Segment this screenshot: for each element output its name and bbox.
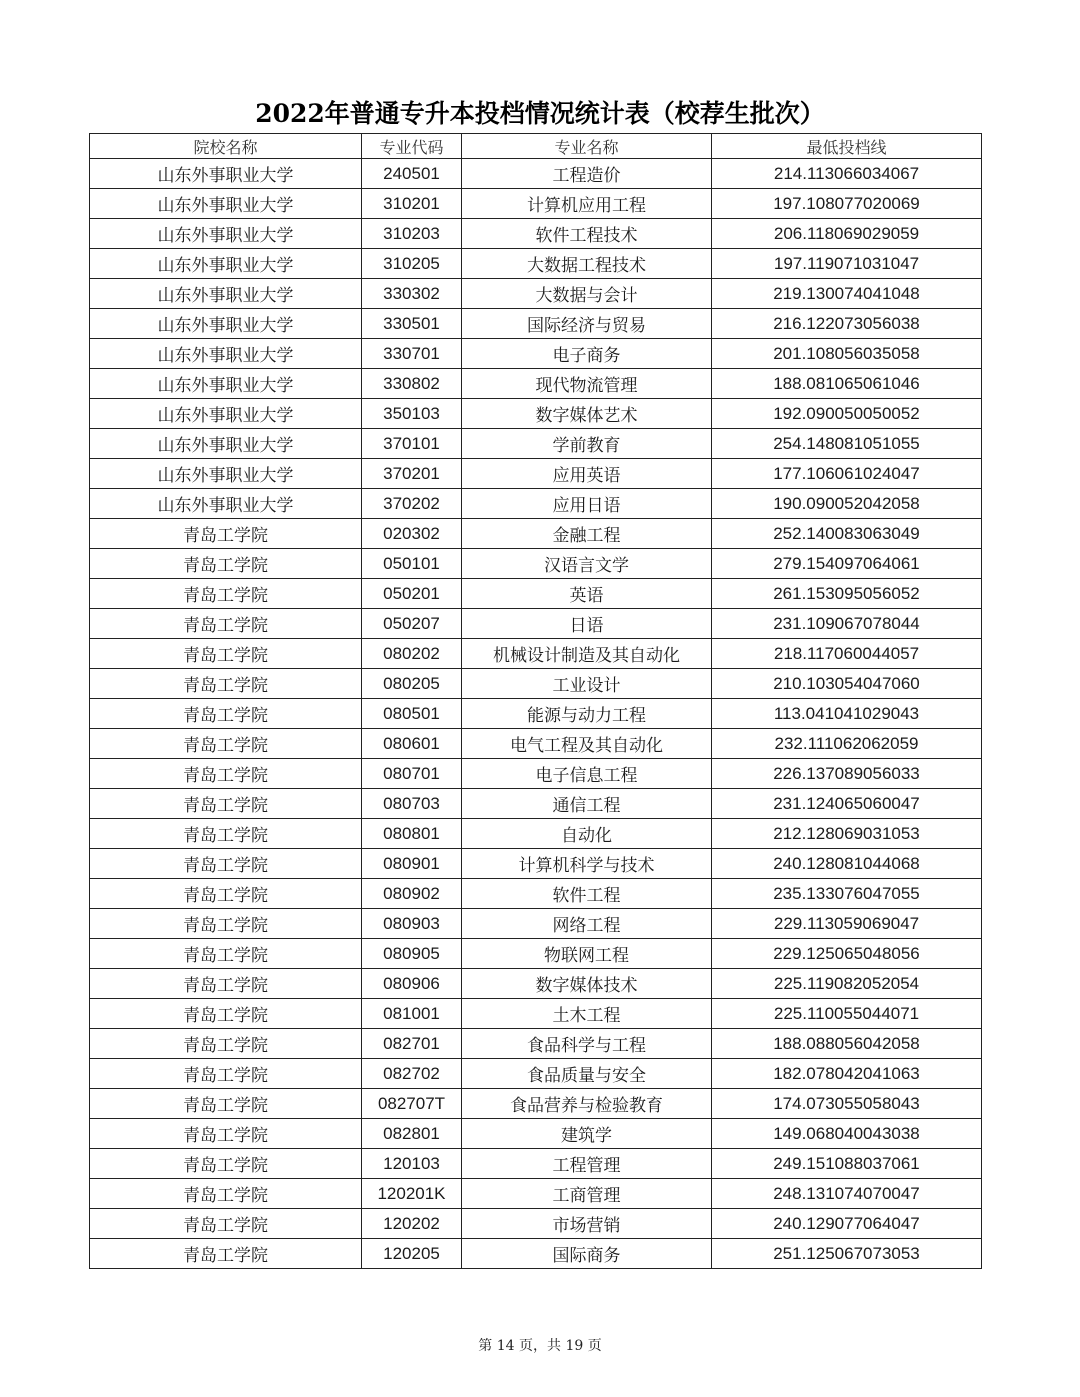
table-header-row — [90, 134, 982, 159]
cell-min-score: 201.108056035058 — [712, 339, 982, 369]
cell-major-name: 国际商务 — [462, 1239, 712, 1269]
cell-major-code: 050201 — [362, 579, 462, 609]
cell-major-code: 080906 — [362, 969, 462, 999]
cell-major-name: 工业设计 — [462, 669, 712, 699]
cell-min-score: 231.109067078044 — [712, 609, 982, 639]
cell-major-code: 082707T — [362, 1089, 462, 1119]
cell-min-score: 188.081065061046 — [712, 369, 982, 399]
cell-min-score: 197.119071031047 — [712, 249, 982, 279]
cell-major-code: 370101 — [362, 429, 462, 459]
cell-school: 山东外事职业大学 — [90, 369, 362, 399]
header-school: 院校名称 — [90, 134, 362, 159]
cell-major-name: 金融工程 — [462, 519, 712, 549]
cell-major-name: 数字媒体艺术 — [462, 399, 712, 429]
cell-min-score: 149.068040043038 — [712, 1119, 982, 1149]
cell-min-score: 174.073055058043 — [712, 1089, 982, 1119]
cell-major-code: 082702 — [362, 1059, 462, 1089]
score-table — [89, 133, 982, 1269]
page-title: 2022年普通专升本投档情况统计表（校荐生批次） — [255, 99, 825, 128]
cell-school: 青岛工学院 — [90, 1149, 362, 1179]
table-row — [90, 279, 982, 309]
cell-major-name: 工程管理 — [462, 1149, 712, 1179]
cell-school: 青岛工学院 — [90, 1059, 362, 1089]
cell-major-name: 机械设计制造及其自动化 — [462, 639, 712, 669]
cell-min-score: 248.131074070047 — [712, 1179, 982, 1209]
cell-major-name: 食品营养与检验教育 — [462, 1089, 712, 1119]
table-row — [90, 699, 982, 729]
cell-major-name: 大数据与会计 — [462, 279, 712, 309]
cell-min-score: 249.151088037061 — [712, 1149, 982, 1179]
cell-school: 青岛工学院 — [90, 819, 362, 849]
cell-school: 青岛工学院 — [90, 1209, 362, 1239]
table-row — [90, 1059, 982, 1089]
table-row — [90, 1239, 982, 1269]
cell-major-code: 120103 — [362, 1149, 462, 1179]
cell-major-code: 330802 — [362, 369, 462, 399]
cell-major-code: 330501 — [362, 309, 462, 339]
table-row — [90, 819, 982, 849]
cell-min-score: 232.111062062059 — [712, 729, 982, 759]
table-row — [90, 1029, 982, 1059]
cell-school: 青岛工学院 — [90, 789, 362, 819]
cell-min-score: 231.124065060047 — [712, 789, 982, 819]
cell-min-score: 240.128081044068 — [712, 849, 982, 879]
cell-school: 青岛工学院 — [90, 519, 362, 549]
table-row — [90, 999, 982, 1029]
cell-major-name: 食品科学与工程 — [462, 1029, 712, 1059]
cell-min-score: 252.140083063049 — [712, 519, 982, 549]
cell-major-name: 自动化 — [462, 819, 712, 849]
cell-major-code: 080905 — [362, 939, 462, 969]
cell-major-name: 大数据工程技术 — [462, 249, 712, 279]
cell-min-score: 279.154097064061 — [712, 549, 982, 579]
cell-major-code: 080703 — [362, 789, 462, 819]
cell-major-name: 日语 — [462, 609, 712, 639]
cell-school: 山东外事职业大学 — [90, 429, 362, 459]
table-row — [90, 189, 982, 219]
cell-school: 山东外事职业大学 — [90, 459, 362, 489]
table-row — [90, 729, 982, 759]
cell-major-name: 食品质量与安全 — [462, 1059, 712, 1089]
cell-min-score: 240.129077064047 — [712, 1209, 982, 1239]
table-row — [90, 489, 982, 519]
table-row — [90, 939, 982, 969]
cell-major-code: 120201K — [362, 1179, 462, 1209]
table-row — [90, 909, 982, 939]
cell-school: 山东外事职业大学 — [90, 489, 362, 519]
table-row — [90, 519, 982, 549]
cell-school: 山东外事职业大学 — [90, 339, 362, 369]
cell-major-code: 050101 — [362, 549, 462, 579]
cell-min-score: 251.125067073053 — [712, 1239, 982, 1269]
page-footer: 第 14 页，共 19 页 — [478, 1338, 602, 1354]
cell-major-name: 软件工程 — [462, 879, 712, 909]
cell-major-name: 通信工程 — [462, 789, 712, 819]
cell-min-score: 197.108077020069 — [712, 189, 982, 219]
cell-major-name: 电子商务 — [462, 339, 712, 369]
cell-school: 山东外事职业大学 — [90, 279, 362, 309]
cell-major-name: 电子信息工程 — [462, 759, 712, 789]
table-row — [90, 459, 982, 489]
cell-major-code: 080205 — [362, 669, 462, 699]
cell-major-name: 能源与动力工程 — [462, 699, 712, 729]
cell-major-code: 080501 — [362, 699, 462, 729]
table-row — [90, 849, 982, 879]
cell-major-name: 计算机科学与技术 — [462, 849, 712, 879]
table-row — [90, 789, 982, 819]
cell-school: 山东外事职业大学 — [90, 189, 362, 219]
cell-min-score: 177.106061024047 — [712, 459, 982, 489]
table-row — [90, 339, 982, 369]
cell-min-score: 225.110055044071 — [712, 999, 982, 1029]
cell-major-name: 物联网工程 — [462, 939, 712, 969]
cell-major-code: 080901 — [362, 849, 462, 879]
cell-school: 青岛工学院 — [90, 1119, 362, 1149]
cell-major-code: 080202 — [362, 639, 462, 669]
cell-min-score: 226.137089056033 — [712, 759, 982, 789]
cell-major-code: 330701 — [362, 339, 462, 369]
cell-major-name: 数字媒体技术 — [462, 969, 712, 999]
table-row — [90, 639, 982, 669]
cell-major-code: 082801 — [362, 1119, 462, 1149]
cell-major-name: 应用英语 — [462, 459, 712, 489]
cell-min-score: 229.125065048056 — [712, 939, 982, 969]
cell-major-code: 240501 — [362, 159, 462, 189]
cell-min-score: 113.041041029043 — [712, 699, 982, 729]
cell-school: 山东外事职业大学 — [90, 219, 362, 249]
cell-school: 青岛工学院 — [90, 1239, 362, 1269]
table-row — [90, 879, 982, 909]
cell-major-code: 080902 — [362, 879, 462, 909]
cell-min-score: 216.122073056038 — [712, 309, 982, 339]
header-major-name: 专业名称 — [462, 134, 712, 159]
table-row — [90, 159, 982, 189]
cell-min-score: 229.113059069047 — [712, 909, 982, 939]
table-row — [90, 1149, 982, 1179]
cell-major-name: 应用日语 — [462, 489, 712, 519]
table-row — [90, 1179, 982, 1209]
cell-major-code: 370202 — [362, 489, 462, 519]
cell-min-score: 254.148081051055 — [712, 429, 982, 459]
cell-school: 青岛工学院 — [90, 1089, 362, 1119]
cell-school: 青岛工学院 — [90, 999, 362, 1029]
cell-major-name: 汉语言文学 — [462, 549, 712, 579]
cell-major-code: 330302 — [362, 279, 462, 309]
cell-school: 青岛工学院 — [90, 549, 362, 579]
table-row — [90, 609, 982, 639]
cell-school: 青岛工学院 — [90, 1029, 362, 1059]
cell-major-code: 050207 — [362, 609, 462, 639]
cell-school: 青岛工学院 — [90, 639, 362, 669]
cell-major-name: 国际经济与贸易 — [462, 309, 712, 339]
cell-major-name: 电气工程及其自动化 — [462, 729, 712, 759]
cell-min-score: 206.118069029059 — [712, 219, 982, 249]
cell-school: 青岛工学院 — [90, 699, 362, 729]
cell-school: 青岛工学院 — [90, 759, 362, 789]
cell-school: 青岛工学院 — [90, 1179, 362, 1209]
table-body — [90, 159, 982, 1269]
header-min-score: 最低投档线 — [712, 134, 982, 159]
cell-school: 山东外事职业大学 — [90, 399, 362, 429]
table-row — [90, 579, 982, 609]
cell-school: 青岛工学院 — [90, 609, 362, 639]
header-major-code: 专业代码 — [362, 134, 462, 159]
cell-major-code: 080701 — [362, 759, 462, 789]
cell-school: 青岛工学院 — [90, 879, 362, 909]
cell-major-name: 软件工程技术 — [462, 219, 712, 249]
cell-min-score: 182.078042041063 — [712, 1059, 982, 1089]
cell-min-score: 212.128069031053 — [712, 819, 982, 849]
cell-major-code: 081001 — [362, 999, 462, 1029]
cell-major-name: 市场营销 — [462, 1209, 712, 1239]
cell-major-name: 学前教育 — [462, 429, 712, 459]
cell-min-score: 190.090052042058 — [712, 489, 982, 519]
cell-school: 青岛工学院 — [90, 909, 362, 939]
table-row — [90, 429, 982, 459]
table-row — [90, 759, 982, 789]
cell-major-name: 英语 — [462, 579, 712, 609]
cell-min-score: 210.103054047060 — [712, 669, 982, 699]
cell-min-score: 214.113066034067 — [712, 159, 982, 189]
cell-min-score: 235.133076047055 — [712, 879, 982, 909]
table-row — [90, 399, 982, 429]
table-row — [90, 1209, 982, 1239]
table-row — [90, 1119, 982, 1149]
table-row — [90, 549, 982, 579]
table-row — [90, 249, 982, 279]
cell-major-code: 080801 — [362, 819, 462, 849]
cell-school: 青岛工学院 — [90, 669, 362, 699]
cell-min-score: 188.088056042058 — [712, 1029, 982, 1059]
cell-major-name: 计算机应用工程 — [462, 189, 712, 219]
cell-major-code: 080601 — [362, 729, 462, 759]
cell-min-score: 218.117060044057 — [712, 639, 982, 669]
cell-major-name: 工商管理 — [462, 1179, 712, 1209]
cell-major-code: 120205 — [362, 1239, 462, 1269]
table-row — [90, 669, 982, 699]
cell-major-name: 现代物流管理 — [462, 369, 712, 399]
cell-min-score: 261.153095056052 — [712, 579, 982, 609]
cell-major-code: 082701 — [362, 1029, 462, 1059]
cell-school: 青岛工学院 — [90, 849, 362, 879]
table-row — [90, 369, 982, 399]
cell-school: 青岛工学院 — [90, 939, 362, 969]
cell-major-name: 建筑学 — [462, 1119, 712, 1149]
cell-major-code: 370201 — [362, 459, 462, 489]
cell-major-code: 350103 — [362, 399, 462, 429]
cell-major-code: 310205 — [362, 249, 462, 279]
cell-school: 青岛工学院 — [90, 729, 362, 759]
cell-school: 山东外事职业大学 — [90, 249, 362, 279]
cell-major-name: 网络工程 — [462, 909, 712, 939]
cell-major-code: 310201 — [362, 189, 462, 219]
cell-major-code: 020302 — [362, 519, 462, 549]
cell-major-name: 工程造价 — [462, 159, 712, 189]
cell-school: 青岛工学院 — [90, 969, 362, 999]
cell-major-name: 土木工程 — [462, 999, 712, 1029]
cell-school: 青岛工学院 — [90, 579, 362, 609]
table-row — [90, 1089, 982, 1119]
table-row — [90, 309, 982, 339]
cell-major-code: 310203 — [362, 219, 462, 249]
cell-school: 山东外事职业大学 — [90, 309, 362, 339]
cell-major-code: 120202 — [362, 1209, 462, 1239]
table-row — [90, 969, 982, 999]
table-row — [90, 219, 982, 249]
cell-min-score: 192.090050050052 — [712, 399, 982, 429]
cell-school: 山东外事职业大学 — [90, 159, 362, 189]
cell-min-score: 225.119082052054 — [712, 969, 982, 999]
cell-min-score: 219.130074041048 — [712, 279, 982, 309]
cell-major-code: 080903 — [362, 909, 462, 939]
